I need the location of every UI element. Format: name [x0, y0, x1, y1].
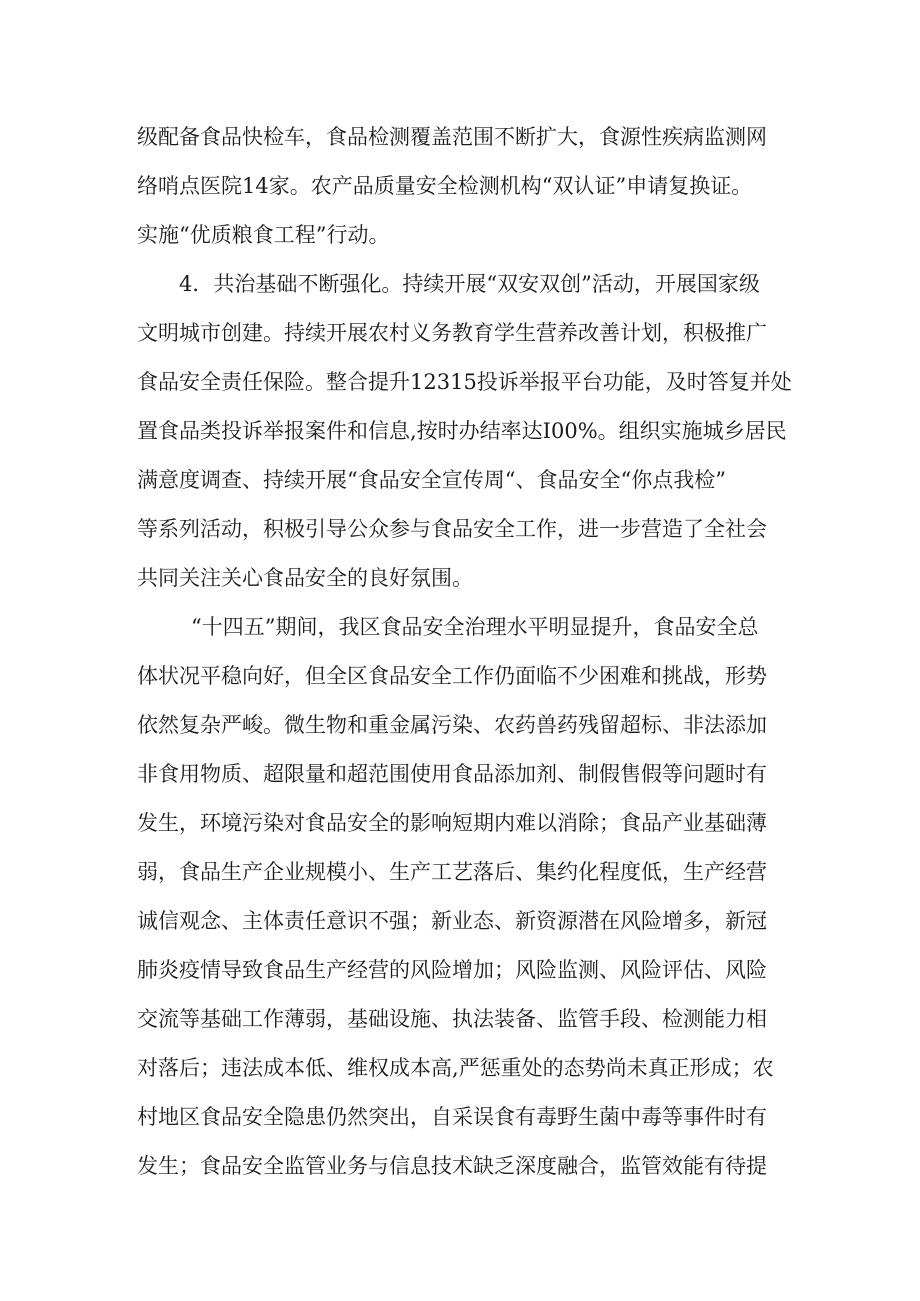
text-line: 体状况平稳向好，但全区食品安全工作仍面临不少困难和挑战，形势	[137, 664, 767, 688]
text-line: 弱，食品生产企业规模小、生产工艺落后、集约化程度低，生产经营	[137, 860, 767, 884]
text-line: 满意度调查、持续开展“食品安全宣传周“、食品安全“你点我检”	[137, 468, 726, 492]
text-line: 等系列活动，积极引导公众参与食品安全工作，进一步营造了全社会	[137, 517, 767, 541]
text-line: 对落后；违法成本低、维权成本高,严惩重处的态势尚未真正形成；农	[137, 1056, 774, 1080]
paragraph-heading-line: 4．共治基础不断强化。持续开展“双安双创”活动，开展国家级	[179, 272, 760, 296]
text-line: 肺炎疫情导致食品生产经营的风险增加；风险监测、风险评估、风险	[137, 958, 767, 982]
text-line: 发生，环境污染对食品安全的影响短期内难以消除；食品产业基础薄	[137, 811, 767, 835]
text-line: 发生；食品安全监管业务与信息技术缺乏深度融合，监管效能有待提	[137, 1154, 767, 1178]
text-line: 依然复杂严峻。微生物和重金属污染、农药兽药残留超标、非法添加	[137, 713, 767, 737]
text-line: 共同关注关心食品安全的良好氛围。	[137, 566, 473, 590]
text-line: 村地区食品安全隐患仍然突出，自采误食有毒野生菌中毒等事件时有	[137, 1105, 767, 1129]
text-line: 络哨点医院14家。农产品质量安全检测机构“双认证”申请复换证。	[137, 174, 753, 198]
text-line: 交流等基础工作薄弱，基础设施、执法装备、监管手段、检测能力相	[137, 1007, 767, 1031]
paragraph-start-line: “十四五”期间，我区食品安全治理水平明显提升，食品安全总	[191, 615, 759, 639]
text-line: 文明城市创建。持续开展农村义务教育学生营养改善计划，积极推广	[137, 321, 767, 345]
text-line: 食品安全责任保险。整合提升12315投诉举报平台功能，及时答复并处	[137, 370, 792, 394]
text-line: 非食用物质、超限量和超范围使用食品添加剂、制假售假等问题时有	[137, 762, 767, 786]
text-line: 级配备食品快检车，食品检测覆盖范围不断扩大，食源性疾病监测网	[137, 125, 767, 149]
text-line: 诚信观念、主体责任意识不强；新业态、新资源潜在风险增多，新冠	[137, 909, 767, 933]
text-line: 实施“优质粮食工程”行动。	[137, 223, 390, 247]
text-line: 置食品类投诉举报案件和信息,按时办结率达I00%。组织实施城乡居民	[137, 419, 787, 443]
